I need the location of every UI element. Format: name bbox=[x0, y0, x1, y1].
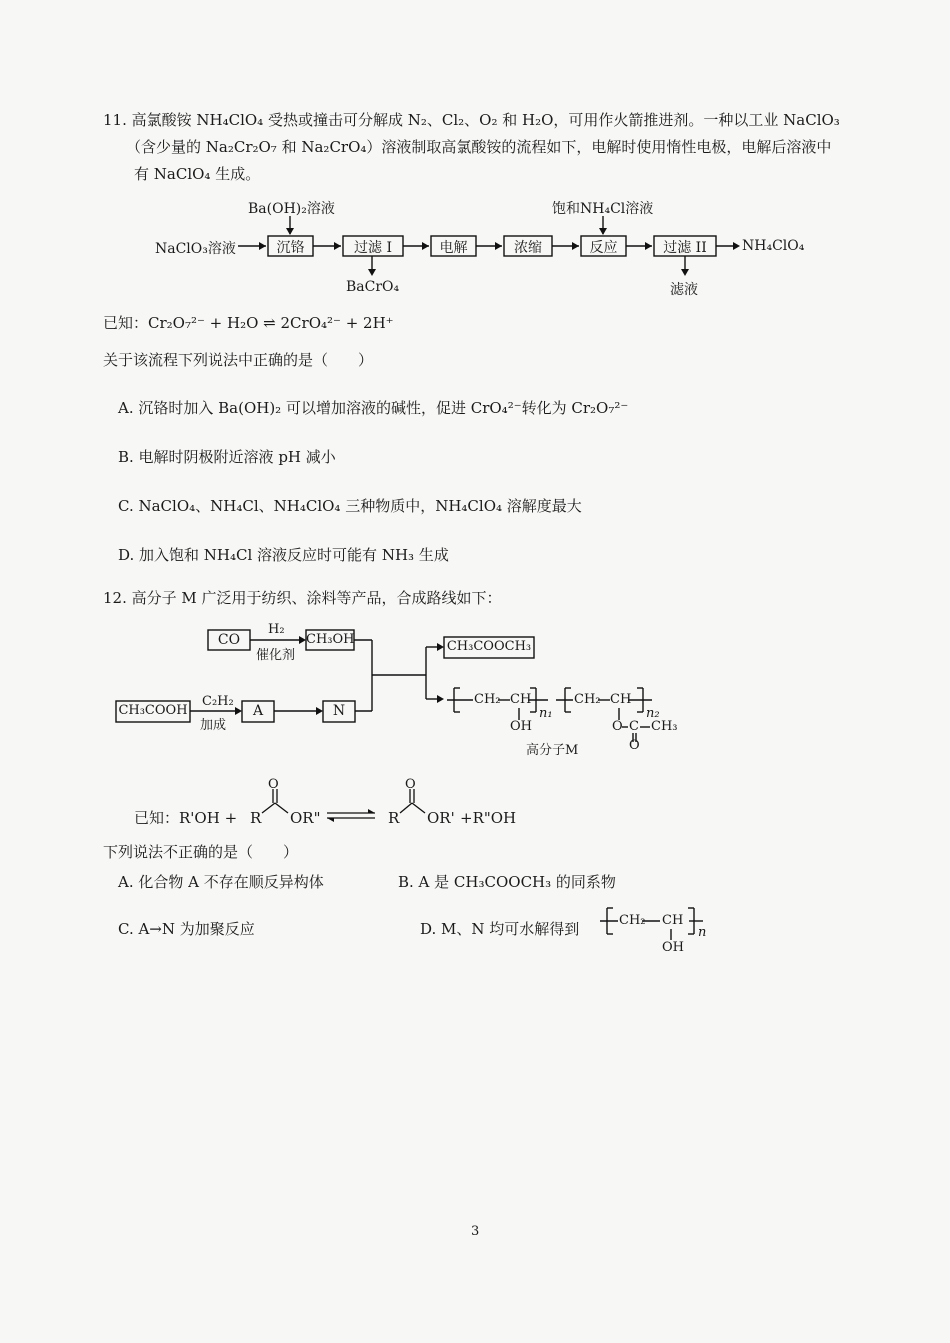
q11-known: 已知：Cr₂O₇²⁻ + H₂O ⇌ 2CrO₄²⁻ + 2H⁺ bbox=[103, 314, 394, 332]
route-acetic-acid: CH₃COOH bbox=[118, 703, 188, 718]
route-h2: H₂ bbox=[268, 622, 285, 637]
q11-line2: （含少量的 Na₂Cr₂O₇ 和 Na₂CrO₄）溶液制取高氯酸铵的流程如下，电解时使用惰性电极，电解后溶液中 bbox=[126, 138, 832, 156]
polymer-n1: n₁ bbox=[539, 706, 553, 721]
polymer-ch2-1: CH₂ bbox=[474, 692, 501, 707]
flow-step-5: 反应 bbox=[589, 240, 618, 256]
optd-ch2: CH₂ bbox=[619, 913, 646, 928]
flow-byproduct-bacro4: BaCrO₄ bbox=[346, 279, 400, 295]
flow-byproduct-filtrate: 滤液 bbox=[670, 282, 698, 298]
flow-step-1: 沉铬 bbox=[276, 240, 305, 256]
q11-question: 关于该流程下列说法中正确的是（ ） bbox=[103, 351, 374, 369]
known-carbonyl-o-right: O bbox=[405, 777, 416, 792]
polymer-ester-ch3: CH₃ bbox=[651, 719, 678, 734]
known-or2: OR" bbox=[290, 809, 321, 827]
polymer-label: 高分子M bbox=[526, 743, 579, 758]
route-catalyst: 催化剂 bbox=[256, 648, 296, 663]
q12-option-b: B. A 是 CH₃COOCH₃ 的同系物 bbox=[398, 873, 616, 891]
optd-ch: CH bbox=[662, 913, 684, 928]
page-number: 3 bbox=[471, 1224, 480, 1239]
q11-line1: 11. 高氯酸铵 NH₄ClO₄ 受热或撞击可分解成 N₂、Cl₂、O₂ 和 H₂O，可用作火箭推进剂。一种以工业 NaClO₃ bbox=[103, 111, 840, 129]
flow-step-2: 过滤 I bbox=[354, 240, 392, 256]
q11-option-d: D. 加入饱和 NH₄Cl 溶液反应时可能有 NH₃ 生成 bbox=[118, 546, 449, 564]
polymer-oh: OH bbox=[510, 719, 532, 734]
q12-option-d: D. M、N 均可水解得到 bbox=[420, 920, 580, 938]
q11-line3: 有 NaClO₄ 生成。 bbox=[134, 165, 261, 183]
route-a: A bbox=[252, 703, 264, 719]
known-carbonyl-o-left: O bbox=[268, 777, 279, 792]
known-r-left: R bbox=[250, 809, 262, 827]
polymer-ch2-2: CH₂ bbox=[574, 692, 601, 707]
flow-step-6: 过滤 II bbox=[663, 240, 707, 256]
route-methanol: CH₃OH bbox=[306, 632, 355, 647]
q12-question: 下列说法不正确的是（ ） bbox=[103, 843, 299, 861]
polymer-ch-2: CH bbox=[610, 692, 632, 707]
route-co: CO bbox=[217, 632, 241, 648]
known-or1: OR' bbox=[427, 809, 455, 827]
q11-option-c: C. NaClO₄、NH₄Cl、NH₄ClO₄ 三种物质中，NH₄ClO₄ 溶解度最大 bbox=[118, 497, 582, 515]
q11-option-b: B. 电解时阴极附近溶液 pH 减小 bbox=[118, 448, 336, 466]
q12-option-a: A. 化合物 A 不存在顺反异构体 bbox=[118, 873, 324, 891]
polymer-carbonyl-o: O bbox=[629, 738, 640, 753]
polymer-ch-1: CH bbox=[510, 692, 532, 707]
flow-step-3: 电解 bbox=[439, 240, 468, 256]
flow-reagent-baoh2: Ba(OH)₂溶液 bbox=[248, 201, 335, 217]
route-c2h2: C₂H₂ bbox=[202, 694, 234, 709]
route-n: N bbox=[332, 703, 346, 719]
flow-reagent-nh4cl: 饱和NH₄Cl溶液 bbox=[552, 201, 654, 217]
known-suffix: +R"OH bbox=[460, 809, 517, 827]
route-ester: CH₃COOCH₃ bbox=[446, 639, 532, 654]
q12-title: 12. 高分子 M 广泛用于纺织、涂料等产品，合成路线如下： bbox=[103, 589, 502, 607]
known-r-right: R bbox=[388, 809, 400, 827]
flow-end-product: NH₄ClO₄ bbox=[742, 238, 805, 254]
q12-option-c: C. A→N 为加聚反应 bbox=[118, 920, 255, 938]
optd-oh: OH bbox=[662, 940, 684, 955]
known-prefix: 已知：R'OH + bbox=[134, 809, 238, 827]
route-addition: 加成 bbox=[200, 718, 227, 733]
flow-start: NaClO₃溶液 bbox=[155, 241, 236, 257]
optd-n: n bbox=[698, 925, 707, 940]
polymer-n2: n₂ bbox=[646, 706, 660, 721]
flow-step-4: 浓缩 bbox=[514, 240, 542, 256]
q11-option-a: A. 沉铬时加入 Ba(OH)₂ 可以增加溶液的碱性，促进 CrO₄²⁻转化为 Cr₂O₇²⁻ bbox=[118, 399, 629, 417]
polymer-ester-c: C bbox=[629, 719, 639, 734]
polymer-ester-o: O bbox=[612, 719, 623, 734]
